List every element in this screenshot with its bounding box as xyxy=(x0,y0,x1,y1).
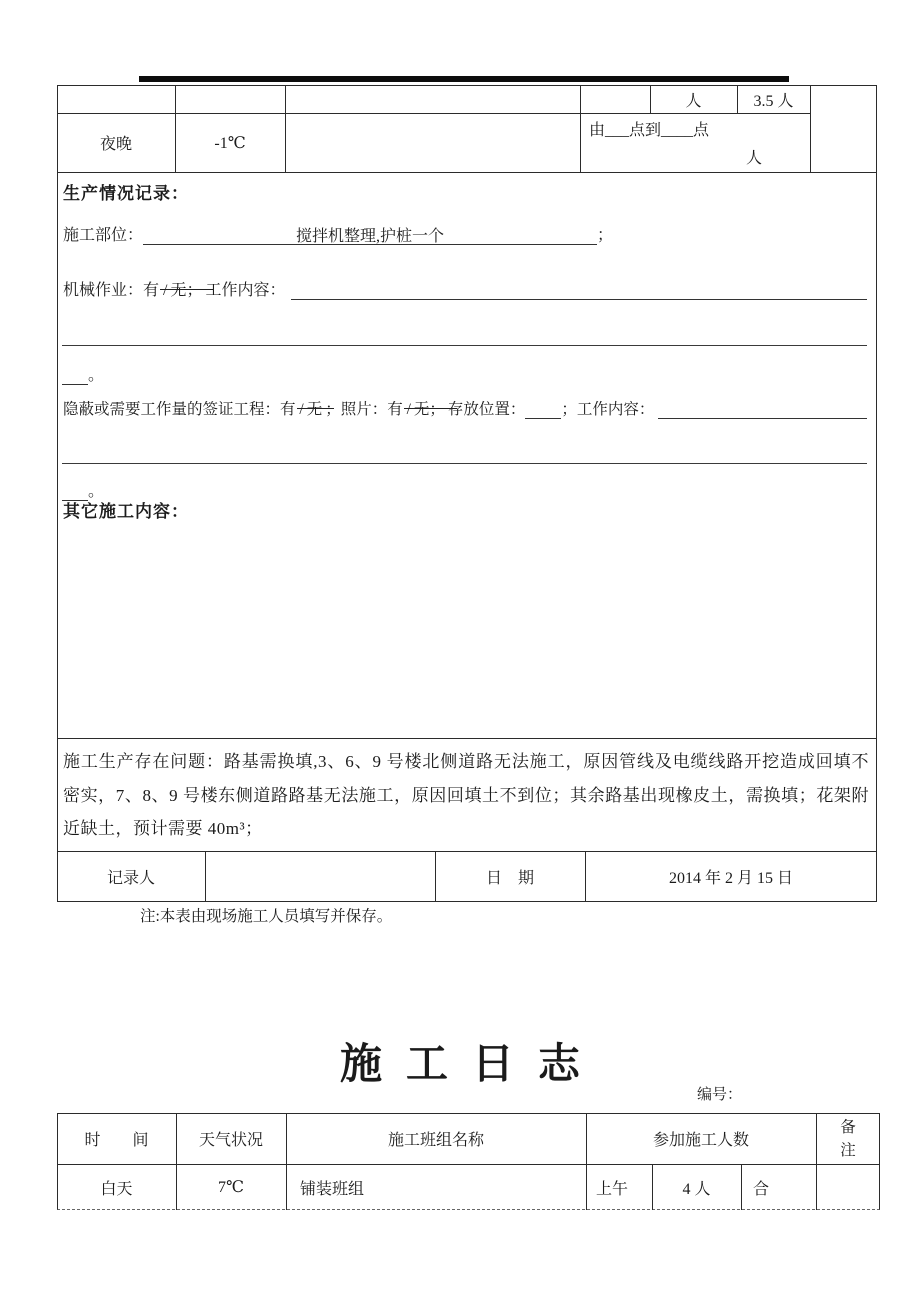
col-divider xyxy=(285,85,286,172)
day-temperature: 7℃ xyxy=(218,1179,244,1196)
col-divider xyxy=(810,85,811,172)
day-am-label: 上午 xyxy=(596,1180,629,1198)
storage-location-blank xyxy=(525,400,561,419)
period-mark: 。 xyxy=(88,483,105,500)
machine-struck-option: 无； xyxy=(167,277,205,300)
unit-cell: 人 xyxy=(685,92,702,110)
machine-after: 工作内容： xyxy=(205,282,286,299)
night-duration-cell xyxy=(580,113,810,172)
row-divider xyxy=(57,738,877,739)
machine-row xyxy=(63,277,867,300)
location-suffix: ； xyxy=(597,227,614,244)
hidden-label: 隐蔽或需要工作量的签证工程：有 / xyxy=(63,401,304,418)
table-note: 注:本表由现场施工人员填写并保存。 xyxy=(140,908,393,925)
total-count-cell: 3.5 人 xyxy=(753,92,794,110)
day-remark-cell xyxy=(816,1164,880,1210)
continuation-line xyxy=(62,463,867,464)
date-label: 日 期 xyxy=(485,870,534,887)
blank-stub xyxy=(62,368,88,385)
header-weather: 天气状况 xyxy=(198,1132,263,1149)
duration-text: 由___点到____点 xyxy=(589,122,710,139)
serial-number-label: 编号： xyxy=(697,1087,743,1103)
period-mark: 。 xyxy=(88,367,105,384)
hidden-struck-option-2: 无； xyxy=(411,397,448,419)
production-problems-text: 施工生产存在问题：路基需换填,3、6、9 号楼北侧道路无法施工，原因管线及电缆线路开挖造成回填不密实，7、8、9 号楼东侧道路路基无法施工，原因回填土不到位；其余路基出现橡皮土，需换填；花架附近缺土，预计需要 40m³； xyxy=(63,752,869,838)
hidden-mid-1: ；照片：有 / xyxy=(325,401,411,418)
hidden-mid-2: 存放位置： xyxy=(447,401,526,418)
header-remark-cell xyxy=(816,1113,880,1164)
day-time: 白天 xyxy=(100,1180,133,1198)
machine-label: 机械作业：有 / xyxy=(63,282,168,299)
location-label: 施工部位： xyxy=(63,227,144,244)
hidden-mid-3: ；工作内容： xyxy=(561,401,655,418)
night-temperature: -1℃ xyxy=(214,134,246,152)
date-value: 2014 年 2 月 15 日 xyxy=(668,870,793,887)
header-remark: 备注 xyxy=(840,1118,856,1159)
production-section-title: 生产情况记录： xyxy=(63,184,189,203)
page-title: 施工日志 xyxy=(339,1042,604,1088)
location-value: 搅拌机整理,护桩一个 xyxy=(143,223,597,245)
location-row xyxy=(63,222,623,245)
col-divider xyxy=(205,851,206,902)
recorder-label: 记录人 xyxy=(106,870,155,887)
hidden-blank-line xyxy=(658,399,867,419)
hidden-work-row xyxy=(63,397,867,419)
hidden-struck-option-1: 无 xyxy=(304,397,326,419)
day-am-count: 4 人 xyxy=(682,1180,711,1198)
row-divider xyxy=(57,172,877,173)
header-team-name: 施工班组名称 xyxy=(387,1132,484,1149)
continuation-line xyxy=(62,345,867,346)
scan-edge-bar xyxy=(139,76,789,82)
machine-blank-line xyxy=(291,280,867,300)
sentence-end-row xyxy=(62,362,104,385)
night-label: 夜晚 xyxy=(99,136,132,153)
header-time: 时 间 xyxy=(84,1132,149,1149)
day-total-label: 合 xyxy=(753,1180,770,1198)
duration-unit: 人 xyxy=(745,150,762,167)
other-content-title: 其它施工内容： xyxy=(63,502,189,521)
header-participants: 参加施工人数 xyxy=(652,1132,749,1149)
day-team-name: 铺装班组 xyxy=(300,1180,365,1198)
